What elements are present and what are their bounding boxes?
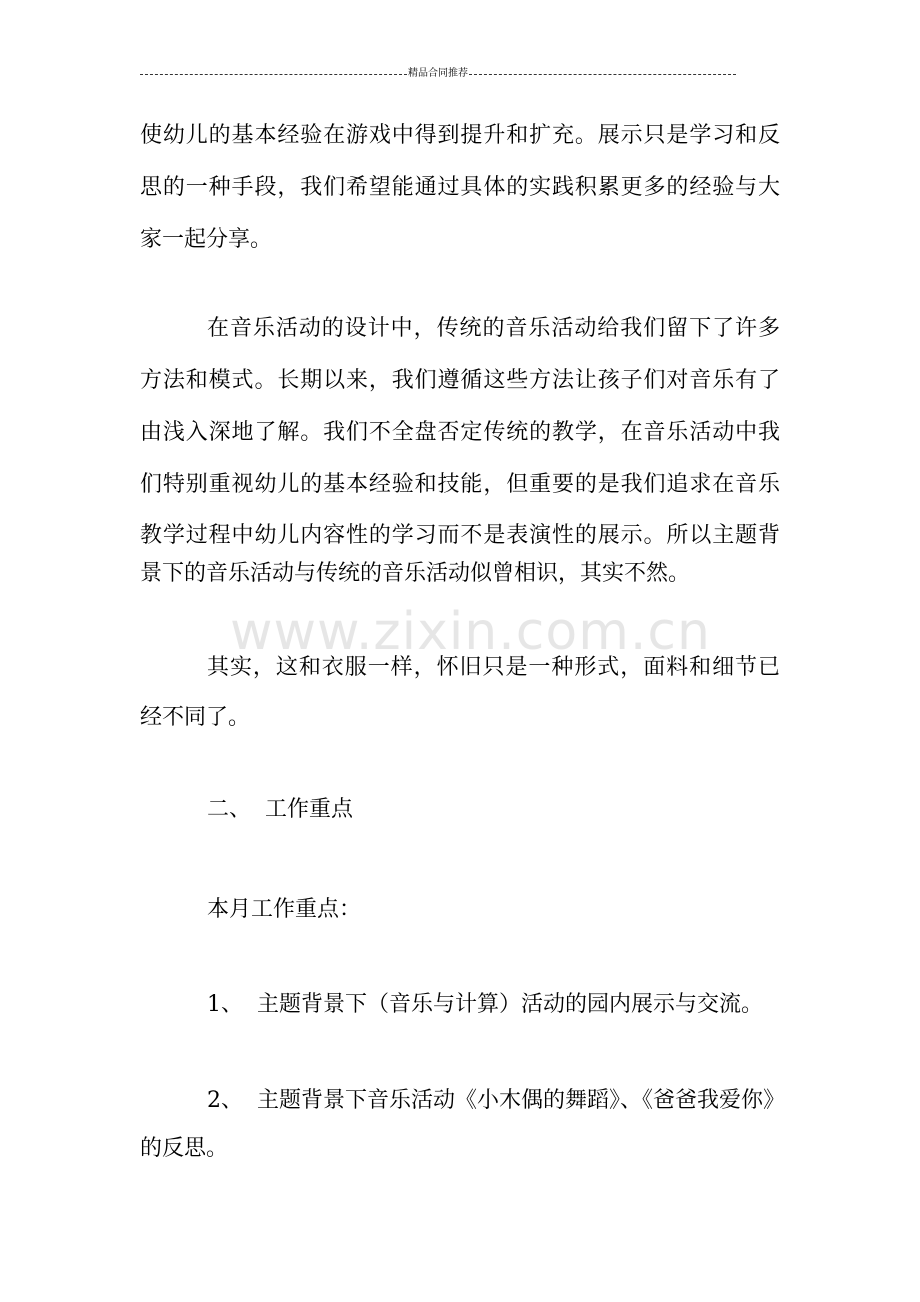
paragraph-line: 使幼儿的基本经验在游戏中得到提升和扩充。展示只是学习和反 (140, 123, 780, 148)
paragraph-line: 经不同了。 (140, 705, 251, 730)
paragraph-line: 由浅入深地了解。我们不全盘否定传统的教学，在音乐活动中我 (140, 420, 780, 445)
header-dash-left (140, 74, 407, 75)
paragraph-line: 家一起分享。 (140, 227, 273, 252)
paragraph-line: 其实，这和衣服一样，怀旧只是一种形式，面料和细节已 (207, 655, 780, 680)
list-item: 1、 主题背景下（音乐与计算）活动的园内展示与交流。 (207, 992, 763, 1017)
paragraph-line: 方法和模式。长期以来，我们遵循这些方法让孩子们对音乐有了 (140, 368, 780, 393)
paragraph-line: 在音乐活动的设计中，传统的音乐活动给我们留下了许多 (207, 316, 780, 341)
watermark: www.zixin.com.cn (230, 602, 711, 662)
header-dash-right (469, 74, 736, 75)
list-item: 2、 主题背景下音乐活动《小木偶的舞蹈》、《爸爸我爱你》 (207, 1088, 785, 1113)
header-label: 精品合同推荐 (408, 68, 468, 79)
paragraph-line: 景下的音乐活动与传统的音乐活动似曾相识，其实不然。 (140, 561, 691, 586)
paragraph-line: 教学过程中幼儿内容性的学习而不是表演性的展示。所以主题背 (140, 523, 780, 548)
page-header (140, 64, 736, 84)
paragraph-line: 们特别重视幼儿的基本经验和技能，但重要的是我们追求在音乐 (140, 472, 780, 497)
subheading: 本月工作重点： (207, 897, 362, 922)
paragraph-line: 思的一种手段，我们希望能通过具体的实践积累更多的经验与大 (140, 175, 780, 200)
list-item-continuation: 的反思。 (140, 1136, 229, 1161)
section-heading: 二、 工作重点 (207, 797, 353, 822)
